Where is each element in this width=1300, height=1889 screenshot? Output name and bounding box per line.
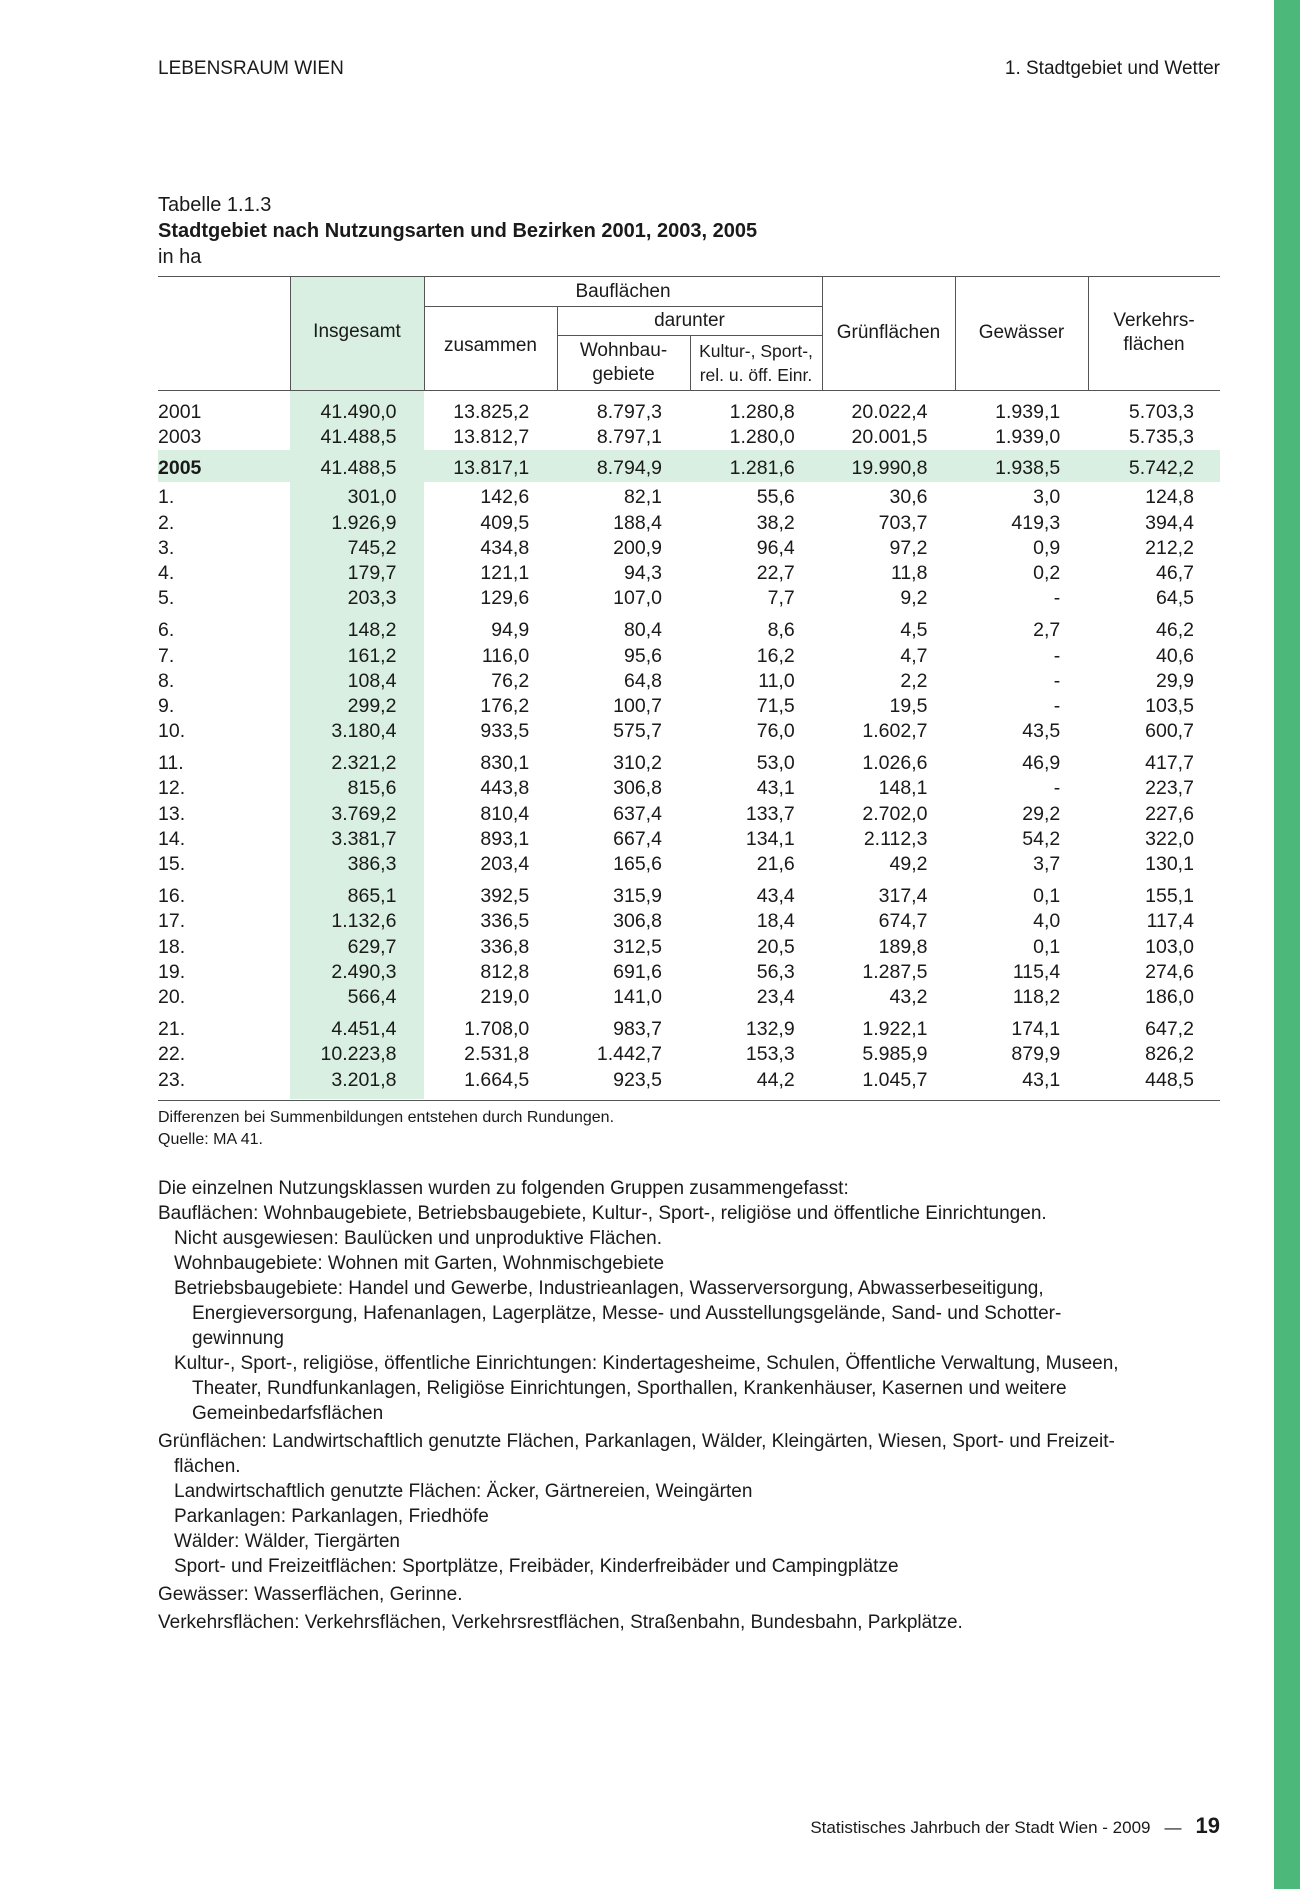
page-footer bbox=[810, 1813, 1220, 1839]
table-cell: 188,4 bbox=[613, 511, 662, 534]
table-cell: 865,1 bbox=[347, 885, 397, 908]
table-cell: 20.022,4 bbox=[851, 401, 928, 423]
desc-gruen-1: Grünflächen: Landwirtschaftlich genutzte Flächen, Parkanlagen, Wälder, Kleingärten, Wiesen, Sport- und Freizeit- bbox=[158, 1431, 1115, 1452]
table-cell: 53,0 bbox=[756, 752, 795, 775]
table-row bbox=[158, 1017, 1220, 1042]
kultur-line1: Kultur-, Sport-, bbox=[699, 341, 813, 361]
table-row bbox=[158, 618, 1220, 643]
table-cell: 826,2 bbox=[1145, 1043, 1194, 1066]
table-cell: 100,7 bbox=[613, 694, 662, 717]
row-label: 7. bbox=[158, 644, 175, 667]
table-cell: 1.442,7 bbox=[596, 1043, 662, 1066]
table-row bbox=[158, 909, 1220, 934]
table-title: Stadtgebiet nach Nutzungsarten und Bezirken 2001, 2003, 2005 bbox=[158, 220, 758, 242]
table-cell: 2.112,3 bbox=[863, 827, 928, 850]
desc-gruen-2: flächen. bbox=[174, 1456, 241, 1477]
table-cell: 16,2 bbox=[756, 644, 795, 667]
row-label: 4. bbox=[158, 561, 175, 584]
desc-gruen-land: Landwirtschaftlich genutzte Flächen: Äcker, Gärtnereien, Weingärten bbox=[174, 1481, 753, 1502]
table-cell: 1.602,7 bbox=[862, 720, 928, 743]
table-cell: 118,2 bbox=[1012, 985, 1061, 1008]
table-cell: 5.703,3 bbox=[1128, 401, 1194, 423]
table-cell: 1.287,5 bbox=[862, 960, 928, 983]
table-cell: 55,6 bbox=[756, 486, 795, 509]
table-cell: 103,5 bbox=[1145, 694, 1194, 717]
table-cell: 141,0 bbox=[613, 985, 662, 1008]
table-row bbox=[158, 852, 1220, 877]
table-cell: 299,2 bbox=[347, 694, 397, 717]
table-cell: 637,4 bbox=[613, 802, 662, 825]
table-cell: 155,1 bbox=[1145, 885, 1194, 908]
table-cell: 18,4 bbox=[756, 910, 795, 933]
table-row bbox=[158, 827, 1220, 852]
table-cell: 174,1 bbox=[1011, 1018, 1061, 1041]
table-cell: 64,5 bbox=[1156, 587, 1194, 610]
row-label: 16. bbox=[158, 885, 186, 908]
table-cell: 9,2 bbox=[900, 587, 928, 610]
table-cell: 43,5 bbox=[1022, 720, 1061, 743]
wohnbau-line2: gebiete bbox=[592, 364, 655, 385]
table-cell: 176,2 bbox=[480, 694, 530, 717]
table-cell: 647,2 bbox=[1145, 1018, 1194, 1041]
table-cell: 301,0 bbox=[347, 486, 397, 509]
table-cell: 674,7 bbox=[878, 910, 928, 933]
table-cell: 1.926,9 bbox=[331, 511, 397, 534]
col-header-kultur bbox=[690, 339, 822, 387]
desc-gruen-sport: Sport- und Freizeitflächen: Sportplätze, Freibäder, Kinderfreibäder und Campingplätze bbox=[174, 1556, 899, 1577]
table-cell: 386,3 bbox=[347, 853, 397, 875]
col-header-darunter: darunter bbox=[654, 310, 725, 331]
table-cell: 165,6 bbox=[613, 853, 662, 875]
table-cell: 745,2 bbox=[347, 536, 397, 559]
table-row bbox=[158, 644, 1220, 669]
table-cell: 56,3 bbox=[756, 960, 795, 983]
row-label: 8. bbox=[158, 669, 175, 692]
wohnbau-line1: Wohnbau- bbox=[579, 340, 668, 361]
table-cell: 49,2 bbox=[889, 853, 928, 875]
table-cell: 20.001,5 bbox=[851, 426, 928, 449]
desc-betriebsbau-3: gewinnung bbox=[192, 1328, 284, 1349]
table-cell: 71,5 bbox=[756, 694, 795, 717]
table-cell: 600,7 bbox=[1145, 720, 1194, 743]
table-cell: 0,1 bbox=[1033, 935, 1061, 958]
table-cell: 203,4 bbox=[480, 853, 530, 875]
table-cell: 41.488,5 bbox=[320, 426, 397, 449]
col-header-zusammen: zusammen bbox=[444, 335, 537, 356]
table-cell: 3.180,4 bbox=[331, 720, 397, 743]
table-cell: 4,5 bbox=[900, 619, 928, 642]
desc-wohnbaugebiete: Wohnbaugebiete: Wohnen mit Garten, Wohnmischgebiete bbox=[174, 1253, 665, 1274]
table-cell: 11,0 bbox=[758, 669, 795, 692]
table-cell: 3,7 bbox=[1033, 853, 1061, 875]
table-cell: 810,4 bbox=[480, 802, 530, 825]
row-label: 19. bbox=[158, 960, 186, 983]
row-label: 6. bbox=[158, 619, 175, 642]
table-cell: 0,2 bbox=[1033, 561, 1061, 584]
table-cell: 5.742,2 bbox=[1128, 457, 1194, 480]
table-cell: 148,1 bbox=[878, 777, 928, 800]
table-cell: 691,6 bbox=[613, 960, 662, 983]
desc-intro: Die einzelnen Nutzungsklassen wurden zu folgenden Gruppen zusammengefasst: bbox=[158, 1178, 849, 1199]
table-cell: 1.708,0 bbox=[464, 1018, 530, 1041]
desc-gruen-park: Parkanlagen: Parkanlagen, Friedhöfe bbox=[174, 1506, 489, 1527]
table-cell: 3,0 bbox=[1033, 486, 1061, 509]
desc-gruen-wald: Wälder: Wälder, Tiergärten bbox=[174, 1531, 400, 1552]
row-label: 18. bbox=[158, 935, 186, 958]
col-header-bauflaechen: Bauflächen bbox=[575, 281, 671, 302]
table-cell: 223,7 bbox=[1145, 777, 1194, 800]
desc-kultur-3: Gemeinbedarfsflächen bbox=[192, 1403, 384, 1424]
table-cell: 116,0 bbox=[481, 644, 530, 667]
table-row bbox=[158, 1068, 1220, 1093]
row-label: 20. bbox=[158, 985, 186, 1008]
row-label: 21. bbox=[158, 1018, 186, 1041]
table-row bbox=[158, 425, 1220, 450]
table-cell: 409,5 bbox=[480, 511, 530, 534]
desc-kultur-1: Kultur-, Sport-, religiöse, öffentliche Einrichtungen: Kindertagesheime, Schulen, Öffentliche Verwaltung, Museen, bbox=[174, 1353, 1119, 1374]
table-cell: 1.280,8 bbox=[729, 401, 795, 423]
table-cell: 315,9 bbox=[613, 885, 662, 908]
table-cell: 121,1 bbox=[480, 561, 530, 584]
table-bottom-rule bbox=[158, 1100, 1220, 1101]
district-group bbox=[158, 751, 1220, 877]
table-cell: 1.280,0 bbox=[729, 426, 795, 449]
table-cell: 40,6 bbox=[1156, 644, 1194, 667]
district-group bbox=[158, 485, 1220, 611]
table-cell: - bbox=[1053, 587, 1061, 610]
table-cell: 0,1 bbox=[1033, 885, 1061, 908]
table-cell: 13.812,7 bbox=[453, 426, 530, 449]
table-cell: 4.451,4 bbox=[331, 1018, 397, 1041]
table-cell: 2.531,8 bbox=[464, 1043, 530, 1066]
table-cell: 23,4 bbox=[756, 985, 795, 1008]
table-cell: 448,5 bbox=[1145, 1068, 1194, 1091]
table-cell: 417,7 bbox=[1145, 752, 1194, 775]
table-notes bbox=[158, 1107, 614, 1151]
table-cell: 8.797,3 bbox=[596, 401, 662, 423]
table-cell: 43,2 bbox=[889, 985, 928, 1008]
table-cell: 117,4 bbox=[1146, 910, 1194, 933]
desc-kultur-2: Theater, Rundfunkanlagen, Religiöse Einrichtungen, Sporthallen, Krankenhäuser, Kasernen und weitere bbox=[192, 1378, 1067, 1399]
row-label: 2003 bbox=[158, 426, 202, 449]
table-cell: 317,4 bbox=[878, 885, 928, 908]
table-cell: 46,9 bbox=[1022, 752, 1061, 775]
col-header-gewaesser: Gewässer bbox=[978, 322, 1065, 343]
table-cell: 392,5 bbox=[480, 885, 530, 908]
table-cell: 5.985,9 bbox=[862, 1043, 928, 1066]
table-cell: 812,8 bbox=[480, 960, 530, 983]
table-cell: 212,2 bbox=[1145, 536, 1194, 559]
table-cell: - bbox=[1053, 644, 1061, 667]
table-row bbox=[158, 400, 1220, 425]
table-cell: 3.201,8 bbox=[331, 1068, 397, 1091]
footer-dash: — bbox=[1164, 1818, 1182, 1837]
desc-betriebsbau-2: Energieversorgung, Hafenanlagen, Lagerplätze, Messe- und Ausstellungsgelände, Sand- und Schotter- bbox=[192, 1303, 1062, 1324]
table-cell: 43,1 bbox=[756, 777, 795, 800]
table-row bbox=[158, 454, 1220, 482]
district-group bbox=[158, 884, 1220, 1010]
table-cell: 1.132,6 bbox=[331, 910, 397, 933]
table-cell: 13.817,1 bbox=[453, 457, 530, 480]
table-row bbox=[158, 719, 1220, 744]
table-cell: 443,8 bbox=[480, 777, 530, 800]
desc-bauflaechen: Bauflächen: Wohnbaugebiete, Betriebsbaugebiete, Kultur-, Sport-, religiöse und öffentliche Einrichtungen. bbox=[158, 1203, 1047, 1224]
table-cell: 5.735,3 bbox=[1128, 426, 1194, 449]
col-header-gruenflaechen: Grünflächen bbox=[836, 322, 941, 343]
col-header-verkehrsflaechen bbox=[1088, 309, 1220, 357]
table-cell: 566,4 bbox=[347, 985, 397, 1008]
table-cell: 306,8 bbox=[613, 777, 662, 800]
row-label: 11. bbox=[158, 752, 184, 775]
table-cell: 1.939,1 bbox=[995, 401, 1061, 423]
table-row bbox=[158, 511, 1220, 536]
table-cell: - bbox=[1053, 694, 1061, 717]
table-cell: 20,5 bbox=[756, 935, 795, 958]
table-cell: 1.664,5 bbox=[464, 1068, 530, 1091]
table-cell: 2.321,2 bbox=[331, 752, 397, 775]
green-sidebar bbox=[1274, 0, 1300, 1889]
table-cell: 76,2 bbox=[491, 669, 530, 692]
table-cell: 2,2 bbox=[900, 669, 928, 692]
table-cell: 8.794,9 bbox=[596, 457, 662, 480]
table-cell: 95,6 bbox=[624, 644, 662, 667]
table-row bbox=[158, 884, 1220, 909]
table-number: Tabelle 1.1.3 bbox=[158, 194, 272, 216]
verkehr-line2: flächen bbox=[1123, 334, 1185, 355]
table-row bbox=[158, 485, 1220, 510]
table-cell: 575,7 bbox=[613, 720, 662, 743]
source-note: Quelle: MA 41. bbox=[158, 1131, 263, 1148]
table-cell: 142,6 bbox=[480, 486, 530, 509]
running-header-left: LEBENSRAUM WIEN bbox=[158, 58, 344, 79]
table-cell: 30,6 bbox=[889, 486, 928, 509]
table-cell: 134,1 bbox=[745, 827, 795, 850]
table-cell: 815,6 bbox=[347, 777, 397, 800]
table-cell: 129,6 bbox=[480, 587, 530, 610]
desc-gewaesser: Gewässer: Wasserflächen, Gerinne. bbox=[158, 1584, 463, 1605]
table-cell: 310,2 bbox=[613, 752, 662, 775]
table-cell: 133,7 bbox=[745, 802, 795, 825]
row-label: 10. bbox=[158, 720, 186, 743]
table-cell: 983,7 bbox=[613, 1018, 662, 1041]
desc-verkehr: Verkehrsflächen: Verkehrsflächen, Verkehrsrestflächen, Straßenbahn, Bundesbahn, Parkplätze. bbox=[158, 1612, 963, 1633]
table-cell: 29,9 bbox=[1156, 669, 1194, 692]
table-row bbox=[158, 802, 1220, 827]
table-cell: 1.939,0 bbox=[995, 426, 1061, 449]
table-cell: 10.223,8 bbox=[320, 1043, 397, 1066]
classification-description bbox=[158, 1176, 1218, 1635]
table-cell: 2.490,3 bbox=[331, 960, 397, 983]
table-cell: 1.026,6 bbox=[862, 752, 928, 775]
table-cell: 8,6 bbox=[767, 619, 795, 642]
table-cell: 43,1 bbox=[1022, 1068, 1061, 1091]
table-cell: - bbox=[1053, 777, 1061, 800]
table-cell: 1.045,7 bbox=[862, 1068, 928, 1091]
district-group bbox=[158, 618, 1220, 744]
table-cell: 1.938,5 bbox=[995, 457, 1061, 480]
table-cell: 4,7 bbox=[900, 644, 928, 667]
table-cell: 1.922,1 bbox=[862, 1018, 928, 1041]
table-cell: 96,4 bbox=[756, 536, 795, 559]
table-cell: 108,4 bbox=[347, 669, 397, 692]
col-header-insgesamt: Insgesamt bbox=[313, 321, 401, 342]
table-cell: 107,0 bbox=[613, 587, 662, 610]
table-cell: 76,0 bbox=[756, 720, 795, 743]
table-cell: 161,2 bbox=[347, 644, 397, 667]
table-cell: 0,9 bbox=[1033, 536, 1061, 559]
table-cell: 130,1 bbox=[1145, 853, 1194, 875]
row-label: 2001 bbox=[158, 401, 202, 423]
row-label: 12. bbox=[158, 777, 186, 800]
table-row bbox=[158, 935, 1220, 960]
table-cell: 94,9 bbox=[491, 619, 530, 642]
table-cell: 923,5 bbox=[613, 1068, 662, 1091]
col-header-wohnbaugebiete bbox=[557, 339, 690, 387]
table-cell: 179,7 bbox=[347, 561, 397, 584]
table-row bbox=[158, 561, 1220, 586]
row-label: 17. bbox=[158, 910, 186, 933]
table-cell: 2.702,0 bbox=[862, 802, 928, 825]
table-cell: 830,1 bbox=[480, 752, 530, 775]
desc-betriebsbau-1: Betriebsbaugebiete: Handel und Gewerbe, Industrieanlagen, Wasserversorgung, Abwasserbeseitigung, bbox=[174, 1278, 1044, 1299]
rounding-note: Differenzen bei Summenbildungen entstehen durch Rundungen. bbox=[158, 1109, 615, 1126]
table-cell: 29,2 bbox=[1022, 802, 1061, 825]
table-top-rule bbox=[158, 276, 1220, 277]
table-cell: 21,6 bbox=[756, 853, 795, 875]
desc-nicht-ausgewiesen: Nicht ausgewiesen: Baulücken und unproduktive Flächen. bbox=[174, 1228, 662, 1249]
table-cell: 19.990,8 bbox=[851, 457, 928, 480]
table-cell: 43,4 bbox=[756, 885, 795, 908]
table-cell: 186,0 bbox=[1145, 985, 1194, 1008]
table-cell: 312,5 bbox=[613, 935, 662, 958]
table-row bbox=[158, 694, 1220, 719]
table-cell: 148,2 bbox=[347, 619, 397, 642]
table-row bbox=[158, 751, 1220, 776]
row-label: 1. bbox=[158, 486, 175, 509]
table-cell: 189,8 bbox=[878, 935, 928, 958]
table-row bbox=[158, 669, 1220, 694]
row-label: 15. bbox=[158, 853, 186, 875]
table-cell: 2,7 bbox=[1033, 619, 1061, 642]
table-cell: 879,9 bbox=[1011, 1043, 1061, 1066]
header-bottom-rule bbox=[158, 390, 1220, 391]
row-label: 2005 bbox=[158, 457, 202, 480]
verkehr-line1: Verkehrs- bbox=[1113, 310, 1195, 331]
table-cell: 336,8 bbox=[480, 935, 530, 958]
row-label: 13. bbox=[158, 802, 186, 825]
table-cell: 419,3 bbox=[1011, 511, 1061, 534]
table-row bbox=[158, 985, 1220, 1010]
table-cell: 94,3 bbox=[624, 561, 662, 584]
year-rows bbox=[158, 400, 1220, 482]
table-cell: 227,6 bbox=[1145, 802, 1194, 825]
table-row bbox=[158, 586, 1220, 611]
table-cell: 46,7 bbox=[1156, 561, 1194, 584]
table-cell: 132,9 bbox=[745, 1018, 795, 1041]
table-cell: 893,1 bbox=[480, 827, 530, 850]
table-cell: 200,9 bbox=[613, 536, 662, 559]
table-cell: 153,3 bbox=[745, 1043, 795, 1066]
table-cell: 11,8 bbox=[890, 561, 928, 584]
table-cell: 703,7 bbox=[878, 511, 928, 534]
table-caption bbox=[158, 192, 757, 270]
table-body bbox=[158, 400, 1220, 1100]
bauflaechen-rule bbox=[424, 306, 822, 307]
table-cell: - bbox=[1053, 669, 1061, 692]
table-cell: 46,2 bbox=[1156, 619, 1194, 642]
table-cell: 3.769,2 bbox=[331, 802, 397, 825]
table-cell: 82,1 bbox=[624, 486, 662, 509]
table-cell: 124,8 bbox=[1145, 486, 1194, 509]
table-row bbox=[158, 960, 1220, 985]
table-cell: 322,0 bbox=[1145, 827, 1194, 850]
district-group bbox=[158, 1017, 1220, 1093]
row-label: 14. bbox=[158, 827, 186, 850]
table-cell: 41.488,5 bbox=[320, 457, 397, 480]
table-row bbox=[158, 776, 1220, 801]
row-label: 23. bbox=[158, 1068, 186, 1091]
row-label: 9. bbox=[158, 694, 175, 717]
table-cell: 933,5 bbox=[480, 720, 530, 743]
table-cell: 8.797,1 bbox=[596, 426, 662, 449]
row-label: 5. bbox=[158, 587, 175, 610]
table-cell: 629,7 bbox=[347, 935, 397, 958]
table-cell: 19,5 bbox=[889, 694, 928, 717]
table-cell: 80,4 bbox=[624, 619, 662, 642]
table-cell: 97,2 bbox=[889, 536, 928, 559]
table-cell: 667,4 bbox=[613, 827, 662, 850]
table-cell: 41.490,0 bbox=[320, 401, 397, 423]
table-row bbox=[158, 536, 1220, 561]
table-cell: 203,3 bbox=[347, 587, 397, 610]
table-cell: 219,0 bbox=[480, 985, 530, 1008]
publication-title: Statistisches Jahrbuch der Stadt Wien - 2009 bbox=[810, 1818, 1151, 1837]
table-cell: 3.381,7 bbox=[331, 827, 397, 850]
table-cell: 54,2 bbox=[1022, 827, 1061, 850]
table-cell: 13.825,2 bbox=[453, 401, 530, 423]
table-cell: 4,0 bbox=[1033, 910, 1061, 933]
table-cell: 115,4 bbox=[1012, 960, 1061, 983]
row-label: 2. bbox=[158, 511, 175, 534]
table-cell: 7,7 bbox=[767, 587, 795, 610]
table-cell: 1.281,6 bbox=[729, 457, 795, 480]
table-unit: in ha bbox=[158, 246, 202, 268]
kultur-line2: rel. u. öff. Einr. bbox=[699, 365, 813, 385]
table-cell: 274,6 bbox=[1145, 960, 1194, 983]
table-cell: 336,5 bbox=[480, 910, 530, 933]
table-cell: 38,2 bbox=[756, 511, 795, 534]
table-cell: 44,2 bbox=[756, 1068, 795, 1091]
table-cell: 103,0 bbox=[1145, 935, 1194, 958]
row-label: 22. bbox=[158, 1043, 186, 1066]
table-row bbox=[158, 1042, 1220, 1067]
running-header-right: 1. Stadtgebiet und Wetter bbox=[1004, 58, 1220, 79]
page-number: 19 bbox=[1195, 1813, 1220, 1838]
table-cell: 394,4 bbox=[1145, 511, 1194, 534]
table-cell: 64,8 bbox=[624, 669, 662, 692]
table-cell: 22,7 bbox=[756, 561, 795, 584]
row-label: 3. bbox=[158, 536, 175, 559]
table-cell: 306,8 bbox=[613, 910, 662, 933]
table-cell: 434,8 bbox=[480, 536, 530, 559]
